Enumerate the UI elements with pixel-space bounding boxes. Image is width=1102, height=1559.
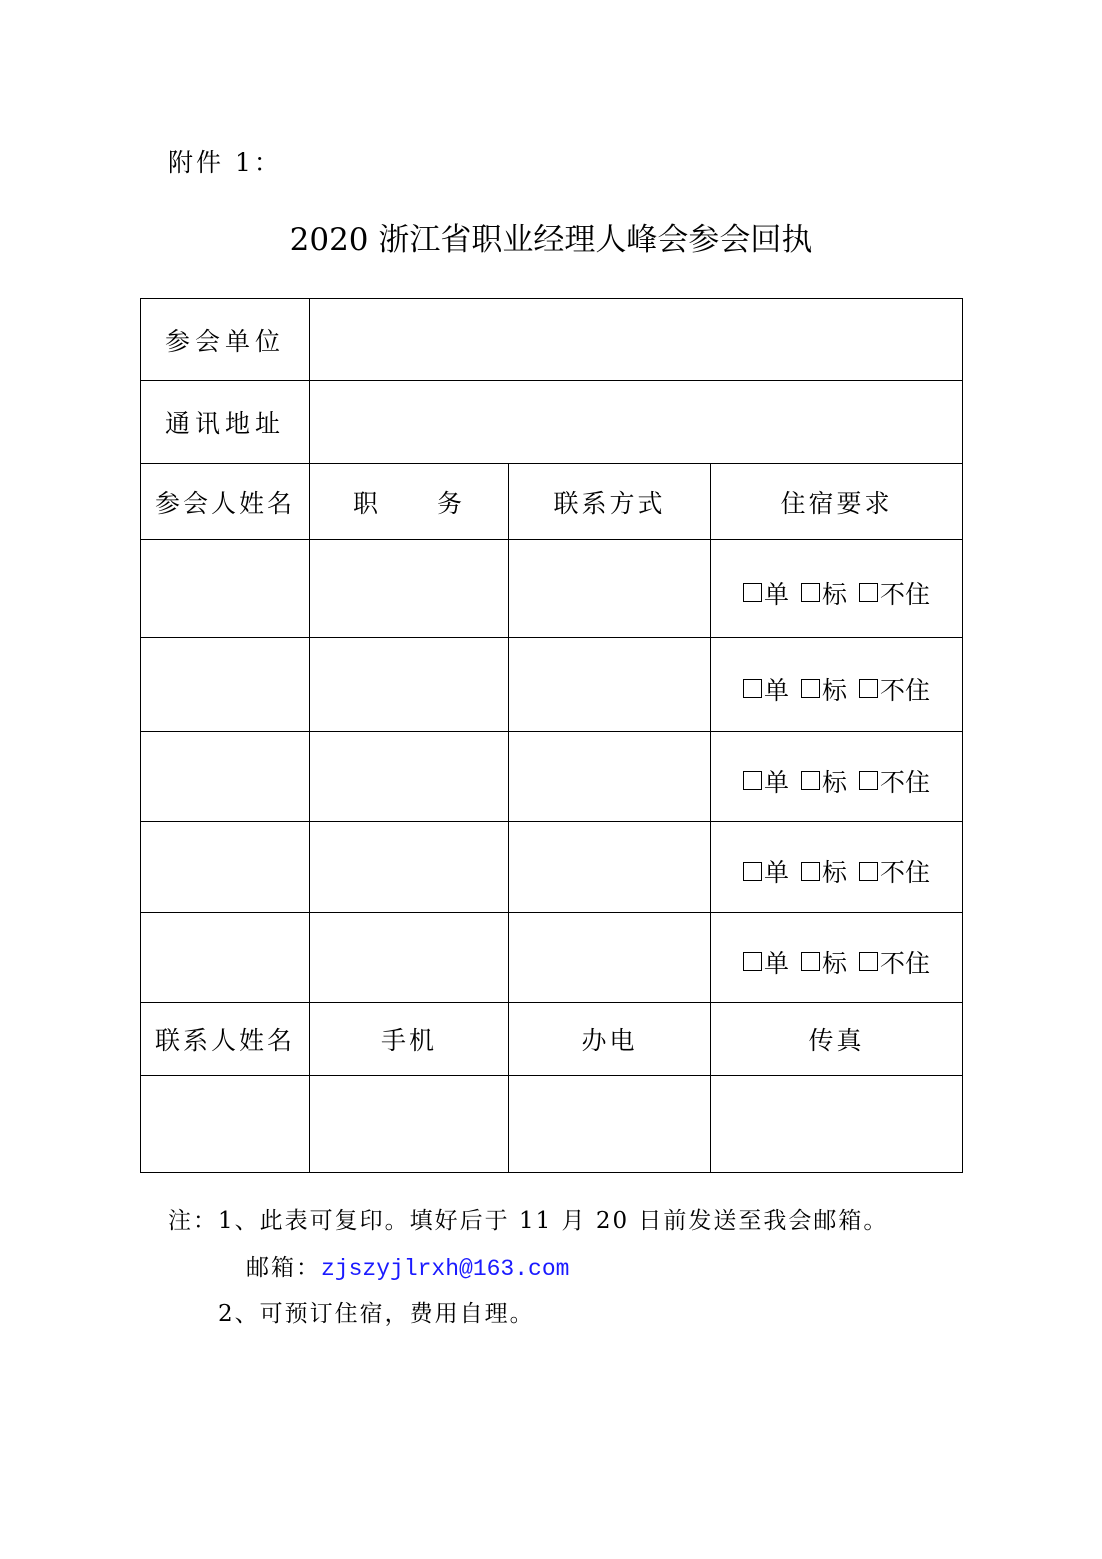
checkbox-icon[interactable] [801, 952, 820, 971]
checkbox-icon[interactable] [801, 771, 820, 790]
office-phone-cell[interactable] [509, 1076, 711, 1173]
lodging-option-label: 不住 [880, 948, 931, 978]
attendee-name-cell[interactable] [141, 638, 310, 732]
attendee-row [141, 638, 963, 732]
lodging-option[interactable] [743, 671, 789, 707]
header-fax: 传真 [711, 1003, 963, 1076]
email-link[interactable]: zjszyjlrxh@163.com [321, 1256, 570, 1282]
lodging-cell [711, 638, 963, 732]
checkbox-icon[interactable] [801, 583, 820, 602]
checkbox-icon[interactable] [859, 679, 878, 698]
contact-cell[interactable] [509, 732, 711, 822]
contact-cell[interactable] [509, 638, 711, 732]
lodging-option-label: 标 [821, 858, 847, 887]
lodging-option-label: 单 [763, 675, 789, 705]
attendee-name-cell[interactable] [141, 540, 310, 638]
lodging-option[interactable] [801, 944, 847, 980]
lodging-option-label: 标 [821, 948, 847, 978]
attendee-row [141, 540, 963, 638]
lodging-option-label: 单 [763, 948, 789, 978]
checkbox-icon[interactable] [801, 862, 820, 881]
fax-cell[interactable] [711, 1076, 963, 1173]
attendee-row [141, 732, 963, 822]
lodging-option-label: 标 [821, 675, 847, 705]
header-contact-name: 联系人姓名 [141, 1003, 310, 1076]
lodging-option[interactable] [859, 763, 930, 799]
checkbox-icon[interactable] [859, 862, 878, 881]
note-email-line [246, 1249, 569, 1282]
checkbox-icon[interactable] [743, 583, 762, 602]
email-label: 邮箱： [246, 1255, 321, 1281]
position-cell[interactable] [310, 732, 509, 822]
position-cell[interactable] [310, 540, 509, 638]
position-cell[interactable] [310, 638, 509, 732]
note-line-2: 2、可预订住宿，费用自理。 [218, 1301, 535, 1327]
attendee-row [141, 822, 963, 913]
checkbox-icon[interactable] [743, 771, 762, 790]
contact-cell[interactable] [509, 822, 711, 913]
checkbox-icon[interactable] [743, 679, 762, 698]
checkbox-icon[interactable] [859, 583, 878, 602]
position-cell[interactable] [310, 913, 509, 1003]
lodging-option-label: 标 [821, 767, 847, 797]
address-label: 通讯地址 [141, 381, 310, 464]
checkbox-icon[interactable] [801, 679, 820, 698]
position-cell[interactable] [310, 822, 509, 913]
org-label: 参会单位 [141, 299, 310, 381]
lodging-option[interactable] [859, 671, 930, 707]
header-attendee-name: 参会人姓名 [141, 464, 310, 540]
attendee-name-cell[interactable] [141, 913, 310, 1003]
lodging-option[interactable] [859, 944, 930, 980]
contact-cell[interactable] [509, 913, 711, 1003]
lodging-option-label: 不住 [880, 767, 931, 797]
lodging-cell [711, 822, 963, 913]
lodging-option-label: 不住 [880, 579, 931, 609]
note-line-1: 注：1、此表可复印。填好后于 11 月 20 日前发送至我会邮箱。 [168, 1208, 889, 1234]
header-mobile: 手机 [310, 1003, 509, 1076]
header-contact: 联系方式 [509, 464, 711, 540]
lodging-cell [711, 540, 963, 638]
checkbox-icon[interactable] [859, 952, 878, 971]
lodging-cell [711, 732, 963, 822]
lodging-cell [711, 913, 963, 1003]
lodging-option[interactable] [801, 575, 847, 611]
lodging-option[interactable] [859, 853, 930, 889]
lodging-option-label: 单 [763, 858, 789, 887]
contact-name-cell[interactable] [141, 1076, 310, 1173]
lodging-option[interactable] [743, 853, 789, 889]
org-input-cell[interactable] [310, 299, 963, 381]
lodging-option-label: 单 [763, 579, 789, 609]
checkbox-icon[interactable] [743, 862, 762, 881]
header-office-phone: 办电 [509, 1003, 711, 1076]
lodging-option[interactable] [801, 763, 847, 799]
attachment-label: 附件 1： [168, 148, 282, 177]
lodging-option[interactable] [743, 763, 789, 799]
lodging-option[interactable] [859, 575, 930, 611]
lodging-option-label: 不住 [880, 858, 931, 887]
attendee-name-cell[interactable] [141, 822, 310, 913]
lodging-option[interactable] [801, 671, 847, 707]
lodging-option-label: 标 [821, 579, 847, 609]
header-lodging: 住宿要求 [711, 464, 963, 540]
mobile-cell[interactable] [310, 1076, 509, 1173]
checkbox-icon[interactable] [743, 952, 762, 971]
document-title: 2020 浙江省职业经理人峰会参会回执 [289, 222, 813, 258]
contact-cell[interactable] [509, 540, 711, 638]
attendee-row [141, 913, 963, 1003]
header-position: 职 务 [310, 464, 509, 540]
lodging-option[interactable] [743, 944, 789, 980]
registration-table [140, 298, 963, 1173]
lodging-option[interactable] [801, 853, 847, 889]
attendee-name-cell[interactable] [141, 732, 310, 822]
lodging-option-label: 单 [763, 767, 789, 797]
checkbox-icon[interactable] [859, 771, 878, 790]
address-input-cell[interactable] [310, 381, 963, 464]
lodging-option[interactable] [743, 575, 789, 611]
lodging-option-label: 不住 [880, 675, 931, 705]
